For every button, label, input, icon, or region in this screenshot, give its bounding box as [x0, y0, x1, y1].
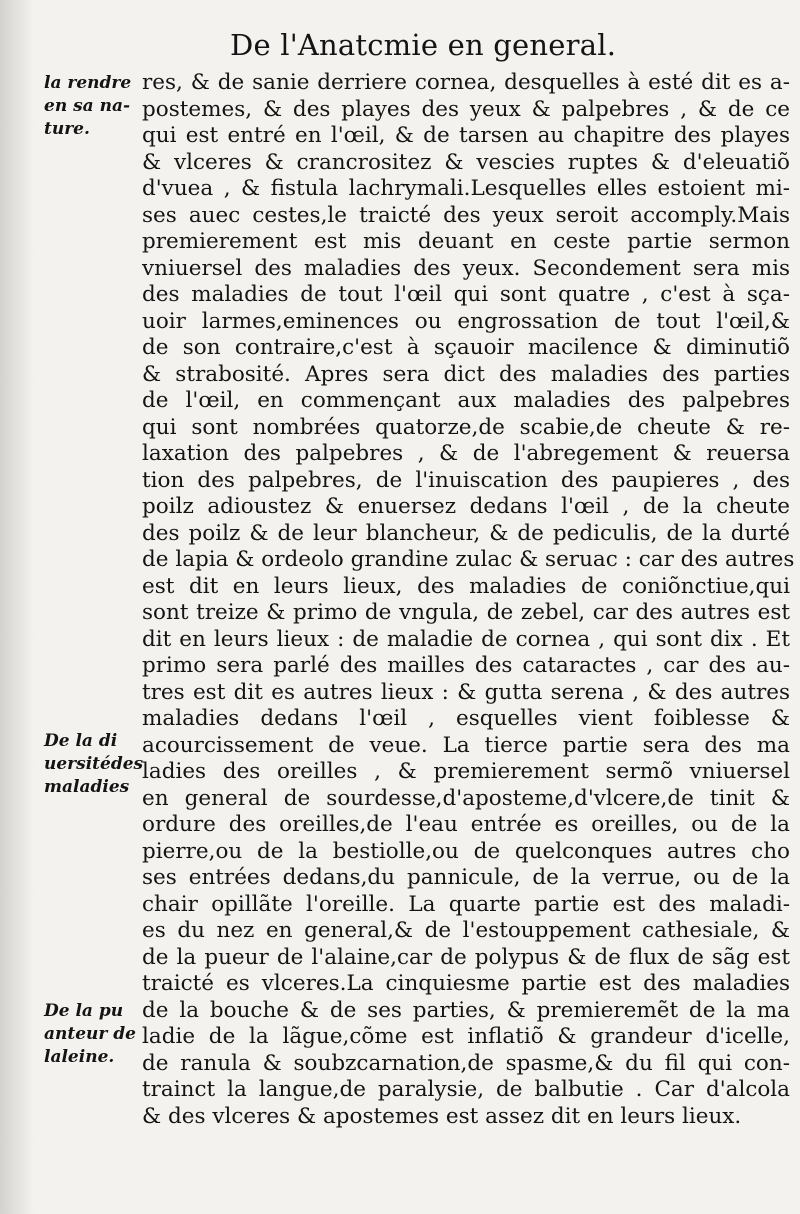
marginal-note-line: la rendre	[44, 73, 132, 93]
marginal-note-line: De la di	[44, 731, 118, 751]
text-line: poilz adioustez & enuersez dedans l'œil , de la cheute	[142, 494, 790, 519]
text-line: ses auec cestes,le traicté des yeux seroit accomply.Mais	[142, 202, 790, 228]
marginal-note-1	[44, 72, 131, 141]
marginal-note-3	[44, 1000, 136, 1069]
marginal-note-line: uersitédes	[44, 754, 144, 774]
text-line: qui est entré en l'œil, & de tarsen au chapitre des playes	[142, 123, 790, 148]
text-line: est dit en leurs lieux, des maladies de coniõnctiue,qui	[142, 573, 790, 599]
body-text	[142, 70, 795, 1130]
marginal-note-line: en sa na-	[44, 96, 131, 116]
text-line: dit en leurs lieux : de maladie de cornea , qui sont dix . Et	[142, 626, 790, 652]
text-line: uoir larmes,eminences ou engrossation de tout l'œil,&	[142, 308, 790, 334]
text-line: de l'œil, en commençant aux maladies des palpebres	[142, 388, 790, 413]
text-line: es du nez en general,& de l'estouppement cathesiale, &	[142, 918, 790, 943]
text-line: ladies des oreilles , & premierement sermõ vniuersel	[142, 759, 790, 784]
text-line: tion des palpebres, de l'inuiscation des paupieres , des	[142, 467, 790, 493]
text-line: sont treize & primo de vngula, de zebel, car des autres est	[142, 600, 790, 625]
marginal-note-line: De la pu	[44, 1001, 124, 1021]
text-line: & des vlceres & apostemes est assez dit en leurs lieux.	[142, 1103, 742, 1129]
text-line: de la pueur de l'alaine,car de polypus & de flux de sãg est	[142, 944, 790, 970]
text-line: de ranula & soubzcarnation,de spasme,& du fil qui con-	[142, 1050, 790, 1076]
text-line: vniuersel des maladies des yeux. Secondement sera mis	[142, 255, 790, 281]
running-head: De l'Anatcmie en general.	[230, 28, 617, 62]
text-line: des poilz & de leur blancheur, & de pediculis, de la durté	[142, 520, 790, 546]
text-line: des maladies de tout l'œil qui sont quatre , c'est à sça-	[142, 282, 790, 307]
text-line: ses entrées dedans,du pannicule, de la verrue, ou de la	[142, 865, 790, 890]
text-line: de la bouche & de ses parties, & premieremẽt de la ma	[142, 997, 790, 1023]
text-line: traicté es vlceres.La cinquiesme partie est des maladies	[142, 971, 790, 996]
text-line: qui sont nombrées quatorze,de scabie,de cheute & re-	[142, 414, 790, 440]
text-line: laxation des palpebres , & de l'abregement & reuersa	[142, 441, 790, 466]
text-line: ordure des oreilles,de l'eau entrée es oreilles, ou de la	[142, 812, 790, 837]
text-line: & vlceres & crancrositez & vescies ruptes & d'eleuatiõ	[142, 149, 790, 175]
text-line: ladie de la lãgue,cõme est inflatiõ & grandeur d'icelle,	[142, 1024, 790, 1049]
text-line: res, & de sanie derriere cornea, desquelles à esté dit es a-	[142, 70, 790, 95]
text-line: trainct la langue,de paralysie, de balbutie . Car d'alcola	[142, 1077, 790, 1102]
marginal-note-2	[44, 730, 143, 799]
marginal-note-line: laleine.	[44, 1047, 115, 1067]
text-line: pierre,ou de la bestiolle,ou de quelconques autres cho	[142, 838, 790, 864]
text-line: & strabosité. Apres sera dict des maladies des parties	[142, 361, 790, 387]
marginal-note-line: maladies	[44, 777, 130, 797]
text-line: d'vuea , & fistula lachrymali.Lesquelles elles estoient mi-	[142, 176, 790, 201]
binding-shadow	[0, 0, 34, 1214]
text-line: en general de sourdesse,d'aposteme,d'vlcere,de tinit &	[142, 785, 790, 811]
text-line: de lapia & ordeolo grandine zulac & seruac : car des autres	[142, 547, 795, 572]
text-line: tres est dit es autres lieux : & gutta serena , & des autres	[142, 679, 790, 705]
text-line: acourcissement de veue. La tierce partie sera des ma	[142, 732, 790, 758]
marginal-note-line: anteur de	[44, 1024, 136, 1044]
text-line: maladies dedans l'œil , esquelles vient foiblesse &	[142, 706, 790, 731]
text-line: chair opillãte l'oreille. La quarte partie est des maladi-	[142, 891, 790, 917]
marginal-note-line: ture.	[44, 119, 90, 139]
text-line: primo sera parlé des mailles des cataractes , car des au-	[142, 653, 790, 678]
text-line: premierement est mis deuant en ceste partie sermon	[142, 229, 790, 254]
text-line: postemes, & des playes des yeux & palpebres , & de ce	[142, 96, 790, 122]
text-line: de son contraire,c'est à sçauoir macilence & diminutiõ	[142, 335, 790, 360]
